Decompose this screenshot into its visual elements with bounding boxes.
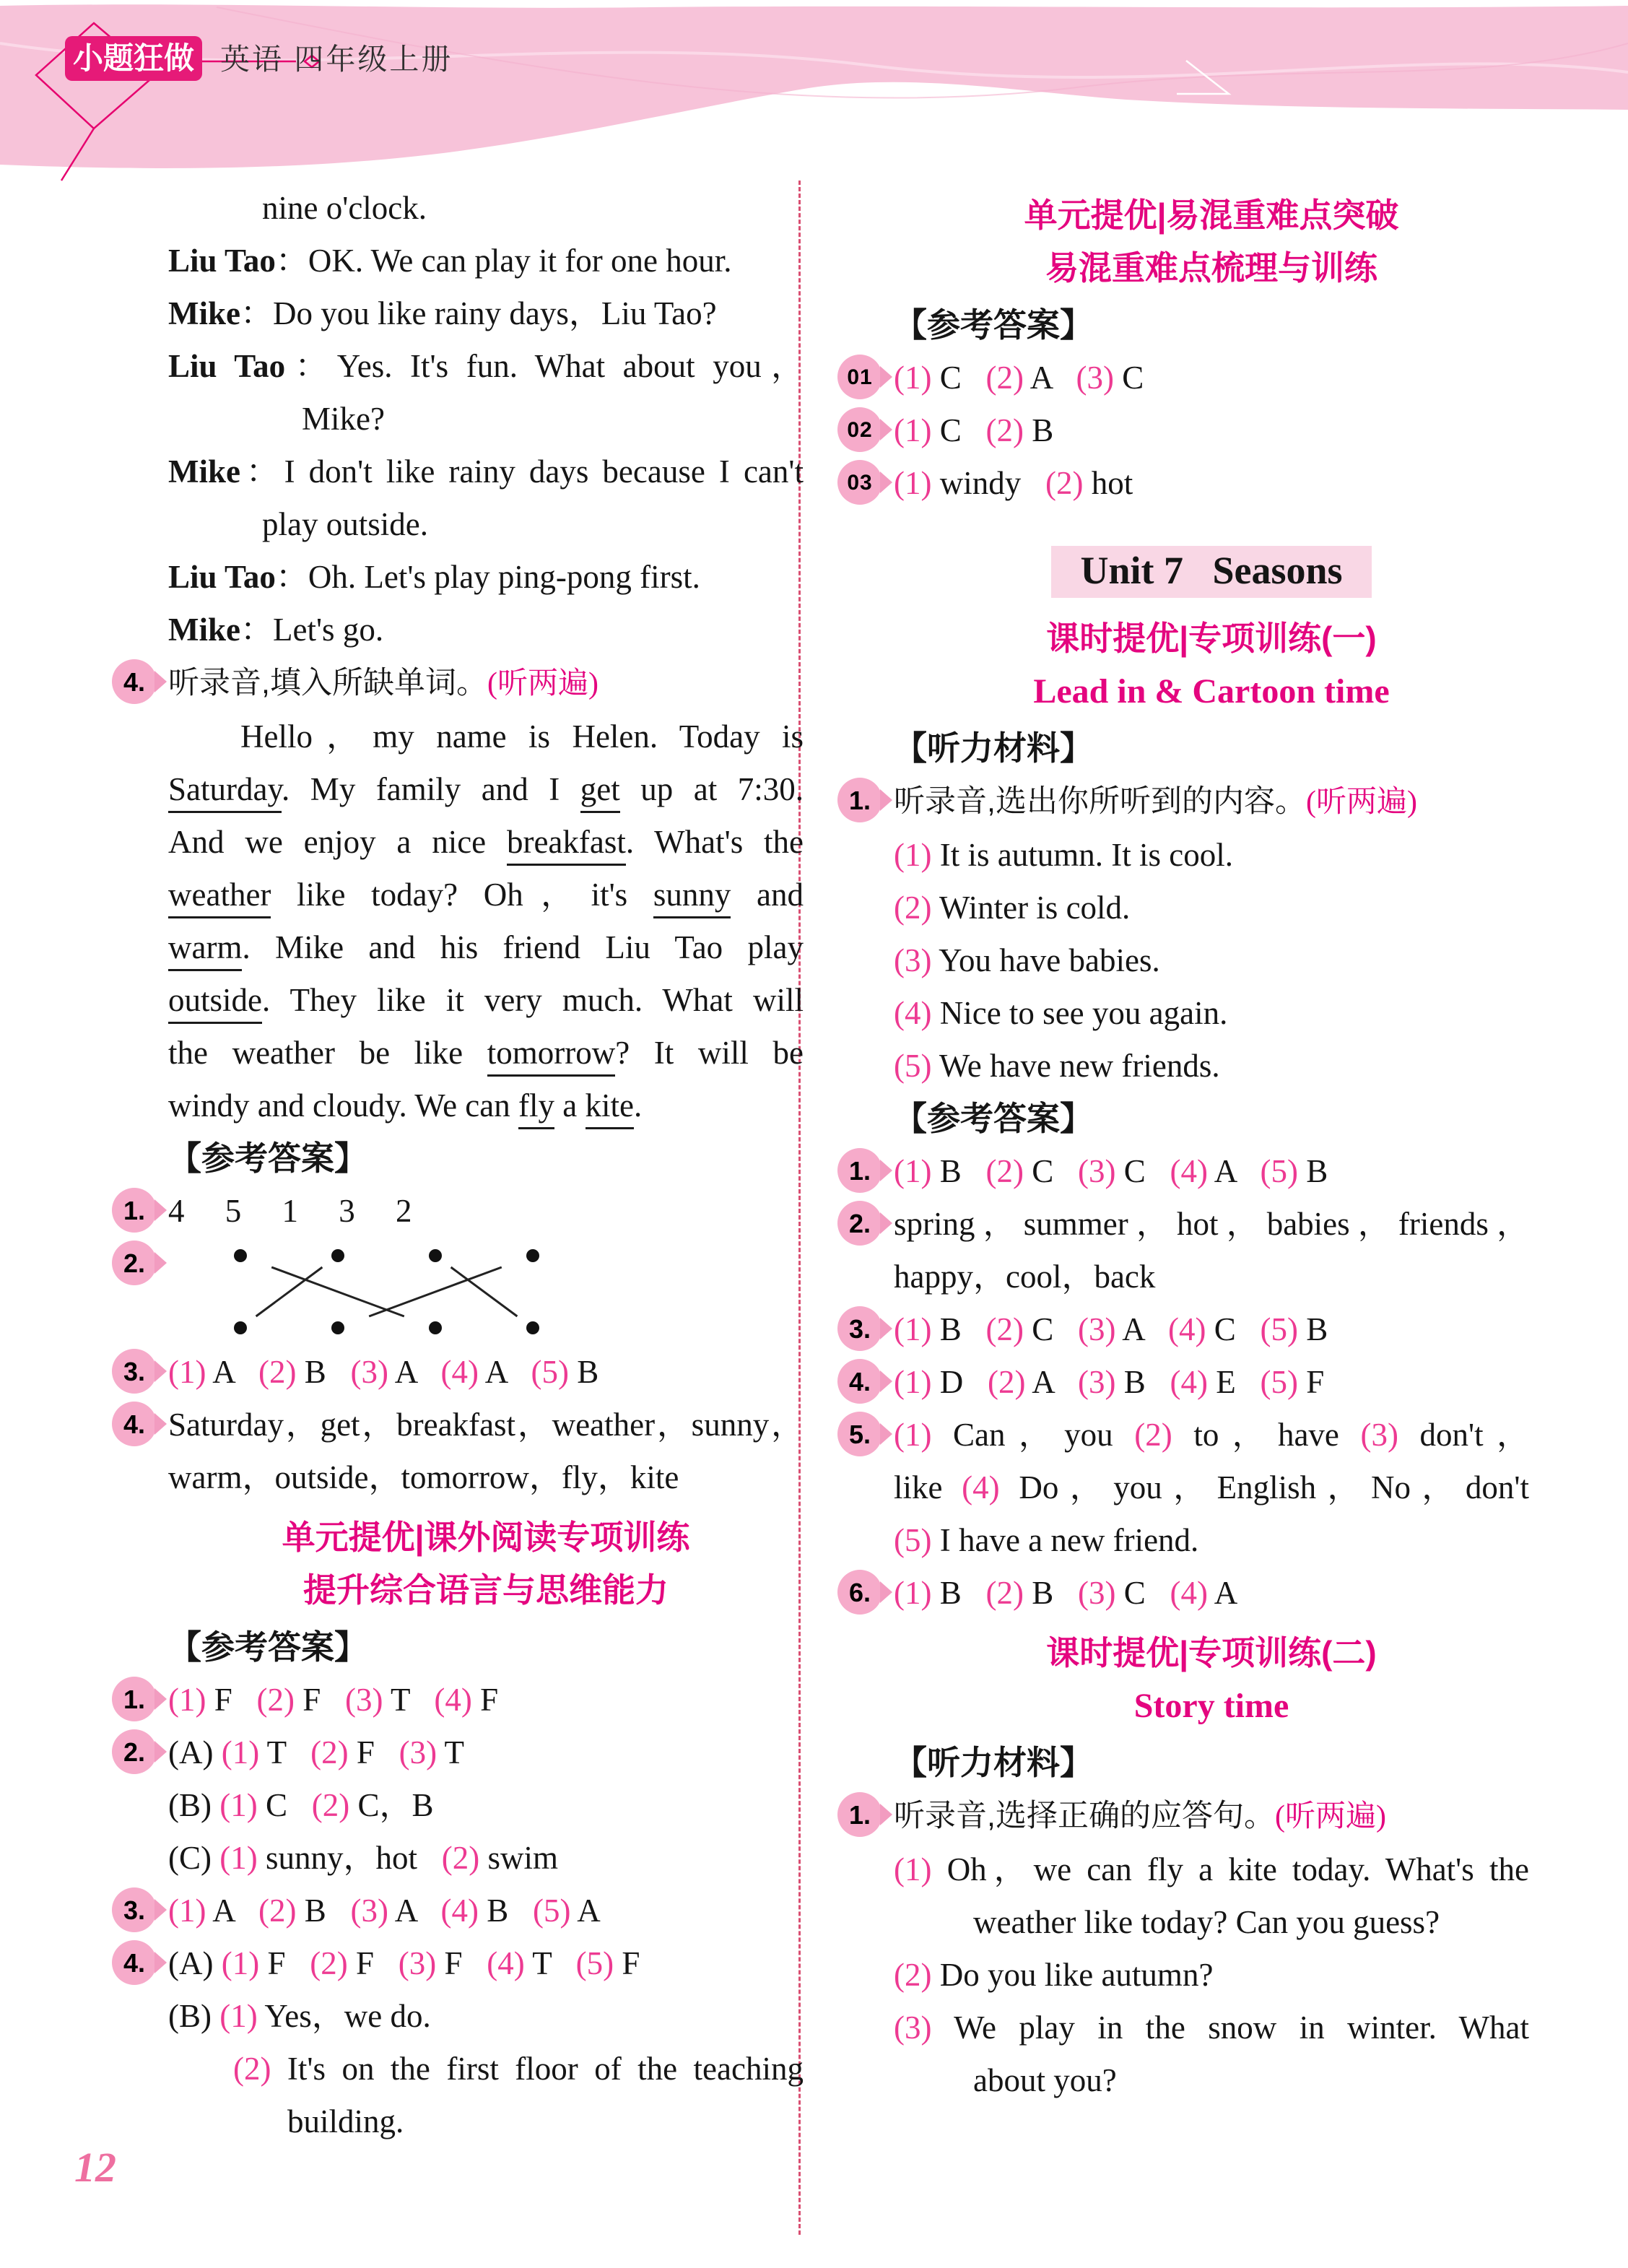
text-segment: C，B bbox=[357, 1787, 434, 1823]
text-segment: (4) bbox=[1170, 1575, 1214, 1611]
text-segment: like today? Oh，it's bbox=[271, 877, 653, 913]
text-segment: building. bbox=[287, 2103, 404, 2139]
text-segment: Mike bbox=[168, 295, 240, 331]
text-line bbox=[894, 1896, 1529, 1949]
item-marker: 01 bbox=[837, 355, 882, 399]
section-label: 【听力材料】 bbox=[894, 729, 1093, 767]
text-line bbox=[168, 1451, 804, 1504]
text-segment: C bbox=[1123, 1153, 1170, 1189]
text-segment: outside bbox=[168, 982, 262, 1024]
text-segment: It is autumn. It is cool. bbox=[939, 837, 1233, 873]
text-line bbox=[894, 2002, 1529, 2054]
text-segment: (1) bbox=[221, 1945, 268, 1981]
text-segment: B bbox=[487, 1893, 534, 1929]
item-marker: 3. bbox=[112, 1887, 157, 1932]
text-segment: (1) bbox=[219, 1840, 266, 1876]
text-segment: (3) bbox=[399, 1734, 445, 1770]
text-segment: (2) bbox=[1045, 465, 1092, 501]
text-segment: A bbox=[394, 1893, 441, 1929]
item-marker: 02 bbox=[837, 407, 882, 452]
text-segment: weather bbox=[168, 877, 271, 918]
text-segment: 听录音,选择正确的应答句。 bbox=[894, 1799, 1275, 1833]
section-heading-line: Lead in & Cartoon time bbox=[1033, 672, 1390, 711]
item-marker: 1. bbox=[112, 1677, 157, 1721]
text-line bbox=[847, 457, 1529, 510]
text-line bbox=[168, 1027, 804, 1079]
text-segment: windy bbox=[939, 465, 1045, 501]
section-label: 【参考答案】 bbox=[894, 1100, 1093, 1137]
text-segment: (A) bbox=[168, 1734, 222, 1770]
text-segment: (1) bbox=[219, 1787, 266, 1823]
text-segment: (1) bbox=[894, 412, 940, 448]
text-line bbox=[168, 393, 804, 446]
text-segment: (1) bbox=[894, 1311, 940, 1347]
text-segment: (4) bbox=[434, 1682, 481, 1718]
text-segment: F bbox=[622, 1945, 640, 1981]
text-line bbox=[168, 869, 804, 921]
text-line bbox=[894, 934, 1529, 987]
text-segment: happy，cool，back bbox=[894, 1259, 1156, 1295]
text-segment: ：Yes. It's fun. What about you， bbox=[285, 348, 804, 384]
text-segment: (4) bbox=[440, 1893, 487, 1929]
text-segment: Saturday bbox=[168, 771, 282, 813]
text-segment: D bbox=[939, 1364, 988, 1400]
text-segment: windy and cloudy. We can bbox=[168, 1087, 519, 1124]
text-segment: A bbox=[1030, 360, 1076, 396]
section-heading-line: 提升综合语言与思维能力 bbox=[303, 1571, 669, 1609]
text-segment: (C) bbox=[168, 1840, 220, 1876]
text-segment: spring，summer，hot，babies，friends， bbox=[894, 1206, 1529, 1242]
text-segment: . bbox=[633, 1087, 643, 1124]
item-marker: 2. bbox=[837, 1201, 882, 1246]
text-segment: (2) bbox=[985, 1311, 1032, 1347]
text-segment: B bbox=[939, 1153, 986, 1189]
text-segment: (2) bbox=[233, 2051, 287, 2087]
text-segment: (3) bbox=[398, 1945, 445, 1981]
text-line bbox=[894, 2054, 1529, 2107]
text-line bbox=[848, 775, 1529, 829]
text-line bbox=[168, 921, 804, 974]
unit-title-text: Unit 7 Seasons bbox=[1051, 546, 1371, 598]
text-line bbox=[848, 1567, 1529, 1620]
text-segment: (5) bbox=[1260, 1311, 1307, 1347]
text-line bbox=[168, 816, 804, 869]
text-line bbox=[848, 1145, 1529, 1198]
text-segment: Mike bbox=[168, 612, 240, 648]
text-line bbox=[894, 1949, 1529, 2002]
item-marker: 2. bbox=[112, 1241, 157, 1285]
text-segment: (1) bbox=[894, 1153, 940, 1189]
text-line bbox=[123, 1674, 804, 1726]
text-segment: warm，outside，tomorrow，fly，kite bbox=[168, 1459, 679, 1495]
text-segment: T bbox=[390, 1682, 435, 1718]
text-segment: Liu Tao bbox=[168, 348, 286, 384]
text-line bbox=[168, 235, 804, 287]
text-line bbox=[168, 2095, 804, 2148]
text-segment: (听两遍) bbox=[487, 667, 598, 700]
text-segment: breakfast bbox=[507, 824, 626, 866]
text-segment: T bbox=[266, 1734, 311, 1770]
text-segment: Hello，my name is Helen. Today is bbox=[240, 718, 804, 755]
section-heading bbox=[894, 612, 1529, 718]
text-segment: (2) bbox=[985, 412, 1032, 448]
text-segment: F bbox=[302, 1682, 346, 1718]
text-segment: nine o'clock. bbox=[262, 190, 427, 226]
text-segment: (B) bbox=[168, 1787, 220, 1823]
text-segment: E bbox=[1216, 1364, 1261, 1400]
text-segment: B bbox=[1306, 1153, 1328, 1189]
text-segment: (B) bbox=[168, 1998, 220, 2034]
text-segment: (1) bbox=[894, 465, 940, 501]
text-segment: (4) bbox=[962, 1469, 1019, 1506]
text-segment: (2) bbox=[310, 1945, 356, 1981]
text-segment: F bbox=[444, 1945, 487, 1981]
unit-title bbox=[894, 544, 1529, 599]
text-segment: A bbox=[212, 1354, 259, 1390]
text-segment: B bbox=[1123, 1364, 1170, 1400]
text-segment: (3) bbox=[1078, 1575, 1124, 1611]
section-heading-line: 课时提优|专项训练(二) bbox=[1046, 1634, 1377, 1672]
text-segment: . They like it very much. What will bbox=[262, 982, 804, 1018]
text-segment: C bbox=[939, 412, 986, 448]
text-segment: about you? bbox=[973, 2062, 1117, 2098]
text-line bbox=[848, 1198, 1529, 1251]
left-column bbox=[123, 182, 804, 2148]
text-segment: (2) bbox=[987, 1364, 1032, 1400]
page-number: 12 bbox=[74, 2144, 116, 2191]
text-segment: (5) bbox=[531, 1354, 578, 1390]
text-segment: We play in the snow in winter. What bbox=[954, 2010, 1529, 2046]
text-segment: (2) bbox=[985, 1575, 1032, 1611]
text-segment: A bbox=[212, 1893, 259, 1929]
text-segment: (1) bbox=[894, 1851, 947, 1887]
text-line bbox=[123, 1937, 804, 1990]
text-segment: tomorrow bbox=[487, 1035, 615, 1077]
text-segment: (3) bbox=[1078, 1153, 1124, 1189]
text-segment: F bbox=[214, 1682, 257, 1718]
text-segment: C bbox=[1122, 360, 1144, 396]
text-segment: I have a new friend. bbox=[939, 1522, 1199, 1558]
text-segment: (A) bbox=[168, 1945, 222, 1981]
text-segment: F bbox=[355, 1945, 399, 1981]
text-segment: ：Oh. Let's play ping-pong first. bbox=[275, 559, 700, 595]
text-segment: Winter is cold. bbox=[939, 890, 1131, 926]
text-line bbox=[848, 1409, 1529, 1461]
text-segment: . Mike and his friend Liu Tao play bbox=[242, 929, 804, 965]
text-segment: (听两遍) bbox=[1305, 786, 1417, 819]
text-segment: (2) bbox=[894, 890, 939, 926]
text-segment: (3) bbox=[350, 1354, 395, 1390]
text-segment: It's on the first floor of the teaching bbox=[287, 2051, 804, 2087]
section-heading bbox=[168, 1511, 804, 1617]
header-banner bbox=[0, 0, 1628, 185]
text-segment: (4) bbox=[1168, 1311, 1214, 1347]
text-segment: Saturday，get，breakfast，weather，sunny， bbox=[168, 1407, 804, 1443]
text-segment: Mike? bbox=[302, 401, 385, 437]
text-line bbox=[847, 404, 1529, 457]
text-segment: (5) bbox=[894, 1522, 940, 1558]
text-segment: C bbox=[1123, 1575, 1170, 1611]
section-label: 【参考答案】 bbox=[168, 1139, 367, 1177]
text-line bbox=[123, 1726, 804, 1779]
text-segment: (2) bbox=[256, 1682, 303, 1718]
text-segment: up at 7:30. bbox=[619, 771, 804, 807]
text-segment: (3) bbox=[1078, 1364, 1124, 1400]
text-segment: A bbox=[484, 1354, 531, 1390]
text-segment: (3) bbox=[1076, 360, 1123, 396]
text-segment: (5) bbox=[575, 1945, 622, 1981]
text-segment: ：I don't like rainy days because I can't bbox=[240, 453, 804, 490]
text-segment: weather like today? Can you guess? bbox=[973, 1904, 1440, 1940]
text-segment: A bbox=[1214, 1153, 1261, 1189]
text-segment: B bbox=[1306, 1311, 1328, 1347]
text-segment: B bbox=[939, 1311, 986, 1347]
text-segment: (4) bbox=[1170, 1364, 1216, 1400]
text-segment: (4) bbox=[894, 995, 940, 1031]
text-segment: (5) bbox=[533, 1893, 578, 1929]
text-segment: Liu Tao bbox=[168, 559, 276, 595]
text-segment: (3) bbox=[1078, 1311, 1123, 1347]
text-segment: (2) bbox=[310, 1734, 357, 1770]
text-segment: (2) bbox=[894, 1957, 940, 1993]
text-segment: B bbox=[939, 1575, 986, 1611]
text-segment: F bbox=[356, 1734, 399, 1770]
text-segment: (3) bbox=[1360, 1417, 1420, 1453]
text-segment: A bbox=[1214, 1575, 1238, 1611]
text-segment: B bbox=[577, 1354, 599, 1390]
text-segment: (1) bbox=[894, 1417, 954, 1453]
text-segment: 听录音,填入所缺单词。 bbox=[168, 666, 487, 700]
text-segment: (4) bbox=[1170, 1153, 1214, 1189]
text-line bbox=[168, 974, 804, 1027]
item-marker: 3. bbox=[112, 1349, 157, 1394]
item-marker: 1. bbox=[837, 1792, 882, 1837]
text-segment: (1) bbox=[168, 1354, 213, 1390]
text-line bbox=[894, 1843, 1529, 1896]
text-segment: C bbox=[265, 1787, 312, 1823]
text-segment: (1) bbox=[894, 1364, 940, 1400]
text-line bbox=[123, 1399, 804, 1451]
text-segment: T bbox=[532, 1945, 576, 1981]
text-segment: warm bbox=[168, 929, 242, 971]
text-segment: F bbox=[267, 1945, 310, 1981]
text-segment: (4) bbox=[440, 1354, 485, 1390]
item-marker: 1. bbox=[837, 1148, 882, 1193]
item-marker: 4. bbox=[112, 659, 157, 704]
text-segment: And we enjoy a nice bbox=[168, 824, 507, 860]
text-segment: A bbox=[577, 1893, 601, 1929]
section-heading-line: Story time bbox=[1133, 1687, 1289, 1725]
item-marker: 4. bbox=[112, 1402, 157, 1446]
section-heading bbox=[894, 189, 1529, 295]
text-line bbox=[123, 656, 804, 711]
text-line bbox=[123, 1185, 804, 1238]
text-segment: (1) bbox=[894, 1575, 940, 1611]
section-heading-line: 课时提优|专项训练(一) bbox=[1046, 620, 1377, 657]
text-line bbox=[848, 1356, 1529, 1409]
text-line bbox=[168, 1990, 804, 2043]
text-segment: (1) bbox=[168, 1893, 213, 1929]
text-segment: B bbox=[1032, 412, 1054, 448]
text-segment: play outside. bbox=[262, 506, 428, 542]
text-segment: the weather be like bbox=[168, 1035, 487, 1071]
text-segment: Do，you，English，No，don't bbox=[1019, 1469, 1529, 1506]
text-line bbox=[168, 1079, 804, 1132]
text-line bbox=[168, 763, 804, 816]
text-segment: (2) bbox=[258, 1354, 305, 1390]
text-segment: Liu Tao bbox=[168, 243, 276, 279]
text-line bbox=[123, 1346, 804, 1399]
text-line bbox=[848, 1789, 1529, 1843]
text-segment: C bbox=[1032, 1153, 1078, 1189]
text-segment: swim bbox=[487, 1840, 558, 1876]
text-segment: (1) bbox=[894, 360, 940, 396]
text-segment: B bbox=[304, 1354, 351, 1390]
section-label: 【参考答案】 bbox=[168, 1628, 367, 1666]
text-segment: Do you like autumn? bbox=[939, 1957, 1214, 1993]
text-segment: B bbox=[1032, 1575, 1078, 1611]
text-segment: (4) bbox=[487, 1945, 533, 1981]
text-line bbox=[894, 1040, 1529, 1092]
text-segment: C bbox=[939, 360, 986, 396]
text-segment: sunny bbox=[653, 877, 731, 918]
text-line bbox=[168, 711, 804, 763]
text-segment: (5) bbox=[894, 1048, 939, 1084]
text-segment: . What's the bbox=[625, 824, 804, 860]
text-segment: A bbox=[1122, 1311, 1169, 1347]
text-line bbox=[168, 287, 804, 340]
text-segment: ? It will be bbox=[615, 1035, 804, 1071]
text-line bbox=[168, 340, 804, 393]
text-segment: A bbox=[1032, 1364, 1078, 1400]
text-segment: a bbox=[554, 1087, 586, 1124]
text-line bbox=[168, 446, 804, 498]
text-line bbox=[894, 882, 1529, 934]
text-segment: don't， bbox=[1419, 1417, 1529, 1453]
text-segment: (2) bbox=[441, 1840, 488, 1876]
text-segment: like bbox=[894, 1469, 962, 1506]
text-segment: sunny，hot bbox=[265, 1840, 442, 1876]
text-segment: (1) bbox=[894, 837, 940, 873]
item-marker: 1. bbox=[112, 1188, 157, 1233]
text-segment: get bbox=[580, 771, 620, 813]
text-line bbox=[894, 1514, 1529, 1567]
text-segment: F bbox=[1306, 1364, 1325, 1400]
text-segment: (1) bbox=[221, 1734, 267, 1770]
item-marker: 03 bbox=[837, 460, 882, 505]
item-marker: 5. bbox=[837, 1412, 882, 1456]
text-segment: hot bbox=[1091, 465, 1133, 501]
text-segment: Mike bbox=[168, 453, 240, 490]
text-segment: (2) bbox=[985, 1153, 1032, 1189]
text-segment: You have babies. bbox=[939, 942, 1160, 978]
text-segment: Oh，we can fly a kite today. What's the bbox=[946, 1851, 1529, 1887]
text-line bbox=[894, 987, 1529, 1040]
text-line bbox=[168, 604, 804, 656]
text-segment: (2) bbox=[985, 360, 1030, 396]
subject-title: 英语 四年级上册 bbox=[220, 43, 453, 76]
text-segment: (2) bbox=[311, 1787, 358, 1823]
item-marker: 4. bbox=[837, 1359, 882, 1404]
text-segment: (3) bbox=[345, 1682, 391, 1718]
text-segment: ：OK. We can play it for one hour. bbox=[275, 243, 732, 279]
text-segment: F bbox=[480, 1682, 499, 1718]
header-wave bbox=[0, 4, 1628, 168]
item-marker: 6. bbox=[837, 1570, 882, 1615]
text-line bbox=[168, 2043, 804, 2095]
item-marker: 4. bbox=[112, 1940, 157, 1985]
text-line bbox=[848, 1303, 1529, 1356]
text-segment: (2) bbox=[258, 1893, 305, 1929]
section-heading bbox=[894, 1627, 1529, 1732]
text-segment: (5) bbox=[1260, 1364, 1307, 1400]
text-line bbox=[168, 1832, 804, 1885]
text-line bbox=[894, 1251, 1529, 1303]
text-segment: B bbox=[304, 1893, 351, 1929]
section-label: 【听力材料】 bbox=[894, 1744, 1093, 1781]
text-segment: (2) bbox=[1134, 1417, 1194, 1453]
text-line bbox=[168, 1779, 804, 1832]
text-segment: (3) bbox=[894, 2010, 954, 2046]
text-segment: C bbox=[1032, 1311, 1078, 1347]
series-badge-label: 小题狂做 bbox=[72, 41, 195, 75]
item-marker: 3. bbox=[837, 1306, 882, 1351]
text-segment: C bbox=[1214, 1311, 1261, 1347]
text-segment: . My family and I bbox=[282, 771, 580, 807]
text-segment: to，have bbox=[1193, 1417, 1361, 1453]
text-segment: kite bbox=[586, 1087, 634, 1129]
matching-answer bbox=[123, 1238, 804, 1346]
text-segment: ：Let's go. bbox=[240, 612, 384, 648]
text-segment: (5) bbox=[1260, 1153, 1307, 1189]
section-heading-line: 易混重难点梳理与训练 bbox=[1045, 249, 1377, 287]
text-segment: Yes，we do. bbox=[264, 1998, 431, 2034]
text-line bbox=[123, 1885, 804, 1937]
right-column bbox=[847, 182, 1529, 2107]
text-segment: We have new friends. bbox=[939, 1048, 1220, 1084]
matching-diagram bbox=[208, 1238, 612, 1346]
text-segment: fly bbox=[518, 1087, 554, 1129]
text-segment: (1) bbox=[219, 1998, 265, 2034]
text-segment: (听两遍) bbox=[1274, 1800, 1386, 1833]
text-segment: Can，you bbox=[953, 1417, 1135, 1453]
text-segment: and bbox=[731, 877, 804, 913]
text-segment: (3) bbox=[894, 942, 939, 978]
section-heading-line: 单元提优|课外阅读专项训练 bbox=[282, 1518, 690, 1556]
text-segment: ：Do you like rainy days，Liu Tao? bbox=[240, 295, 717, 331]
text-line bbox=[168, 551, 804, 604]
item-marker: 1. bbox=[837, 778, 882, 822]
text-segment: A bbox=[394, 1354, 441, 1390]
text-segment: 4 5 1 3 2 bbox=[168, 1193, 412, 1229]
section-heading-line: 单元提优|易混重难点突破 bbox=[1024, 196, 1399, 234]
text-line bbox=[847, 352, 1529, 404]
text-segment: (1) bbox=[168, 1682, 214, 1718]
section-label: 【参考答案】 bbox=[894, 306, 1093, 344]
item-marker: 2. bbox=[112, 1729, 157, 1774]
text-segment: T bbox=[444, 1734, 465, 1770]
text-segment: 听录音,选出你所听到的内容。 bbox=[894, 784, 1306, 819]
text-segment: Nice to see you again. bbox=[939, 995, 1228, 1031]
text-line bbox=[168, 182, 804, 235]
text-line bbox=[894, 829, 1529, 882]
text-line bbox=[168, 498, 804, 551]
text-segment: (3) bbox=[350, 1893, 395, 1929]
text-line bbox=[894, 1461, 1529, 1514]
